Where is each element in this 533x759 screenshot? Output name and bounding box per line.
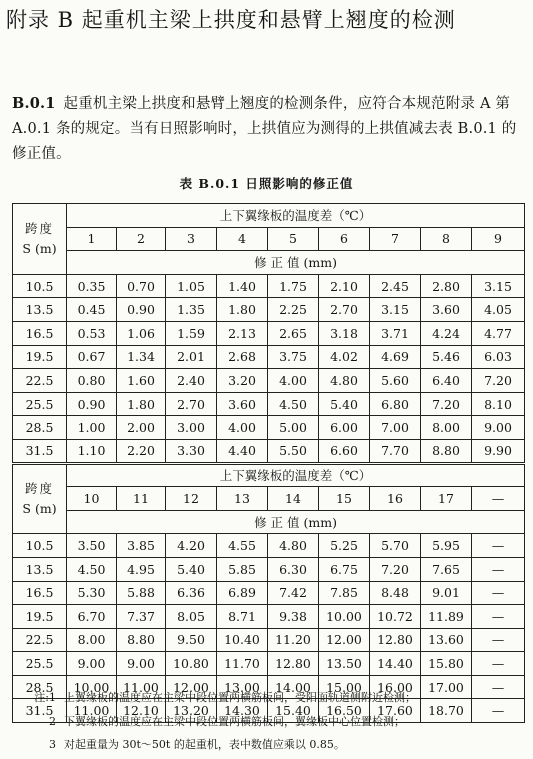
table-row <box>13 345 525 369</box>
correction-value-cell: 16.50 <box>319 699 370 723</box>
temperature-column-header: 7 <box>370 227 421 251</box>
correction-value-cell: 7.37 <box>117 605 166 629</box>
temperature-column-header: 12 <box>166 487 217 511</box>
span-cell: 19.5 <box>13 605 67 629</box>
correction-value-cell: 7.20 <box>370 557 421 581</box>
correction-value-cell: 4.80 <box>319 369 370 393</box>
correction-value-cell: 8.05 <box>166 605 217 629</box>
correction-value-cell: 4.24 <box>421 321 472 345</box>
note-item <box>26 733 416 757</box>
span-cell: 16.5 <box>13 321 67 345</box>
correction-value-cell: 3.60 <box>217 392 268 416</box>
correction-value-cell: 2.80 <box>421 274 472 298</box>
correction-value-cell: 5.25 <box>319 534 370 558</box>
span-cell: 10.5 <box>13 274 67 298</box>
temperature-header: 上下翼缘板的温度差（℃） <box>67 204 525 228</box>
note-index: 2 <box>49 714 56 728</box>
correction-value-cell: 2.10 <box>319 274 370 298</box>
span-cell: 25.5 <box>13 652 67 676</box>
table-part-1 <box>13 204 525 464</box>
correction-value-cell: 9.00 <box>117 652 166 676</box>
correction-value-cell: 2.25 <box>268 298 319 322</box>
note-text: 对起重量为 30t～50t 的起重机，表中数值应乘以 0.85。 <box>64 738 345 751</box>
correction-value-cell: 4.69 <box>370 345 421 369</box>
temperature-column-header: 3 <box>166 227 217 251</box>
table-row <box>13 274 525 298</box>
correction-value-cell: 5.30 <box>67 581 117 605</box>
correction-value-cell: 8.00 <box>421 416 472 440</box>
correction-table <box>12 203 525 723</box>
correction-value-cell: 12.10 <box>117 699 166 723</box>
correction-value-cell: 4.77 <box>472 321 525 345</box>
correction-value-cell: 8.71 <box>217 605 268 629</box>
span-cell: 13.5 <box>13 557 67 581</box>
span-header-cell <box>13 463 67 534</box>
correction-value-cell: 10.72 <box>370 605 421 629</box>
span-cell: 16.5 <box>13 581 67 605</box>
correction-value-cell: 6.00 <box>319 416 370 440</box>
correction-value-cell: 1.10 <box>67 439 117 463</box>
correction-value-cell: 8.10 <box>472 392 525 416</box>
correction-value-cell: 5.85 <box>217 557 268 581</box>
correction-value-cell: 4.95 <box>117 557 166 581</box>
correction-value-cell: 1.00 <box>67 416 117 440</box>
table-row <box>13 652 525 676</box>
correction-value-cell: 5.95 <box>421 534 472 558</box>
correction-value-cell: 9.00 <box>472 416 525 440</box>
temperature-column-header: 6 <box>319 227 370 251</box>
table-caption: 表 B.0.1 日照影响的修正值 <box>179 176 354 191</box>
correction-value-cell: 5.40 <box>166 557 217 581</box>
temperature-column-header: 2 <box>117 227 166 251</box>
correction-value-cell: 3.15 <box>472 274 525 298</box>
correction-value-cell: 6.30 <box>268 557 319 581</box>
correction-value-cell: — <box>472 628 525 652</box>
correction-value-cell: 8.48 <box>370 581 421 605</box>
correction-value-cell: 0.45 <box>67 298 117 322</box>
span-cell: 19.5 <box>13 345 67 369</box>
correction-value-cell: 10.40 <box>217 628 268 652</box>
span-cell: 25.5 <box>13 392 67 416</box>
span-cell: 31.5 <box>13 699 67 723</box>
temperature-header: 上下翼缘板的温度差（℃） <box>67 463 525 487</box>
temperature-column-header: 15 <box>319 487 370 511</box>
temperature-column-header: 11 <box>117 487 166 511</box>
correction-value-cell: 7.85 <box>319 581 370 605</box>
temperature-column-header: 13 <box>217 487 268 511</box>
correction-value-cell: 0.67 <box>67 345 117 369</box>
table-row <box>13 628 525 652</box>
span-label: 跨度 <box>24 220 54 236</box>
correction-value-cell: 12.00 <box>319 628 370 652</box>
correction-value-cell: 4.50 <box>268 392 319 416</box>
correction-value-cell: 7.20 <box>421 392 472 416</box>
span-cell: 31.5 <box>13 439 67 463</box>
correction-value-cell: 4.80 <box>268 534 319 558</box>
correction-value-cell: 3.30 <box>166 439 217 463</box>
correction-value-cell: 9.50 <box>166 628 217 652</box>
correction-value-cell: 14.40 <box>370 652 421 676</box>
correction-value-cell: 5.46 <box>421 345 472 369</box>
appendix-title: 附录 B 起重机主梁上拱度和悬臂上翘度的检测 <box>6 8 456 32</box>
correction-value-cell: 5.70 <box>370 534 421 558</box>
correction-value-cell: 10.00 <box>319 605 370 629</box>
correction-value-cell: 8.00 <box>67 628 117 652</box>
span-cell: 28.5 <box>13 416 67 440</box>
temperature-column-header: 8 <box>421 227 472 251</box>
correction-value-cell: 6.40 <box>421 369 472 393</box>
correction-value-cell: 2.00 <box>117 416 166 440</box>
correction-value-cell: — <box>472 581 525 605</box>
correction-value-cell: 1.35 <box>166 298 217 322</box>
notes <box>26 686 416 757</box>
correction-value-cell: 2.70 <box>166 392 217 416</box>
span-unit: S (m) <box>22 500 57 516</box>
correction-value-cell: 6.60 <box>319 439 370 463</box>
correction-value-cell: 12.80 <box>370 628 421 652</box>
correction-value-cell: 3.60 <box>421 298 472 322</box>
table-row <box>13 298 525 322</box>
temperature-column-header: 4 <box>217 227 268 251</box>
correction-value-cell: 11.70 <box>217 652 268 676</box>
correction-value-cell: — <box>472 557 525 581</box>
correction-value-cell: 11.89 <box>421 605 472 629</box>
span-unit: S (m) <box>22 240 57 256</box>
correction-value-cell: 2.68 <box>217 345 268 369</box>
correction-value-cell: 18.70 <box>421 699 472 723</box>
correction-value-cell: 5.88 <box>117 581 166 605</box>
span-header-cell <box>13 204 67 275</box>
correction-value-cell: 11.20 <box>268 628 319 652</box>
correction-value-cell: 11.00 <box>67 699 117 723</box>
correction-value-cell: 4.55 <box>217 534 268 558</box>
correction-value-cell: 2.65 <box>268 321 319 345</box>
correction-value-cell: 2.13 <box>217 321 268 345</box>
correction-value-cell: 10.80 <box>166 652 217 676</box>
correction-value-cell: 1.59 <box>166 321 217 345</box>
correction-value-cell: 1.34 <box>117 345 166 369</box>
correction-value-cell: 1.60 <box>117 369 166 393</box>
correction-value-cell: 5.40 <box>319 392 370 416</box>
correction-value-cell: 4.00 <box>217 416 268 440</box>
correction-value-cell: 7.00 <box>370 416 421 440</box>
correction-value-cell: 0.70 <box>117 274 166 298</box>
correction-value-cell: 6.36 <box>166 581 217 605</box>
correction-value-cell: 2.40 <box>166 369 217 393</box>
correction-value-cell: 5.50 <box>268 439 319 463</box>
correction-value-cell: 9.00 <box>67 652 117 676</box>
correction-value-cell: — <box>472 675 525 699</box>
unit-header: 修 正 值 (mm) <box>67 510 525 534</box>
correction-value-cell: 6.89 <box>217 581 268 605</box>
correction-value-cell: 5.00 <box>268 416 319 440</box>
temperature-column-header: 14 <box>268 487 319 511</box>
correction-value-cell: 1.80 <box>117 392 166 416</box>
temperature-column-header: 10 <box>67 487 117 511</box>
correction-value-cell: 1.80 <box>217 298 268 322</box>
correction-value-cell: 7.65 <box>421 557 472 581</box>
table-row <box>13 392 525 416</box>
correction-value-cell: — <box>472 605 525 629</box>
correction-value-cell: 9.90 <box>472 439 525 463</box>
correction-value-cell: — <box>472 699 525 723</box>
correction-value-cell: 1.40 <box>217 274 268 298</box>
correction-value-cell: 11.00 <box>117 675 166 699</box>
correction-value-cell: 12.80 <box>268 652 319 676</box>
correction-value-cell: 4.00 <box>268 369 319 393</box>
correction-value-cell: 1.06 <box>117 321 166 345</box>
correction-value-cell: 15.00 <box>319 675 370 699</box>
correction-value-cell: 17.00 <box>421 675 472 699</box>
correction-value-cell: 6.80 <box>370 392 421 416</box>
correction-value-cell: — <box>472 652 525 676</box>
correction-value-cell: 4.50 <box>67 557 117 581</box>
correction-value-cell: 4.40 <box>217 439 268 463</box>
correction-value-cell: 15.40 <box>268 699 319 723</box>
temperature-column-header: 9 <box>472 227 525 251</box>
correction-value-cell: 3.71 <box>370 321 421 345</box>
temperature-column-header: 1 <box>67 227 117 251</box>
temperature-column-header: 5 <box>268 227 319 251</box>
correction-value-cell: 2.70 <box>319 298 370 322</box>
temperature-column-header: — <box>472 487 525 511</box>
section-paragraph <box>12 91 524 167</box>
unit-header: 修 正 值 (mm) <box>67 251 525 275</box>
span-label: 跨度 <box>24 480 54 496</box>
table-row <box>13 534 525 558</box>
table-row <box>13 369 525 393</box>
span-cell: 10.5 <box>13 534 67 558</box>
correction-value-cell: 8.80 <box>117 628 166 652</box>
correction-value-cell: 13.60 <box>421 628 472 652</box>
table-part-2 <box>13 463 525 723</box>
span-cell: 28.5 <box>13 675 67 699</box>
note-text: 下翼缘板的温度应在主梁中段位置两横筋板间，翼缘板中心位置检测； <box>64 714 405 728</box>
correction-value-cell: 13.50 <box>319 652 370 676</box>
correction-value-cell: 3.85 <box>117 534 166 558</box>
correction-value-cell: 0.53 <box>67 321 117 345</box>
correction-value-cell: 16.00 <box>370 675 421 699</box>
temperature-column-header: 17 <box>421 487 472 511</box>
note-index: 注:1 <box>34 691 56 704</box>
correction-value-cell: 1.05 <box>166 274 217 298</box>
table-row <box>13 439 525 463</box>
correction-value-cell: 4.02 <box>319 345 370 369</box>
correction-value-cell: 6.70 <box>67 605 117 629</box>
correction-value-cell: 2.01 <box>166 345 217 369</box>
correction-value-cell: 7.70 <box>370 439 421 463</box>
correction-value-cell: 3.75 <box>268 345 319 369</box>
correction-value-cell: 7.42 <box>268 581 319 605</box>
correction-value-cell: 3.15 <box>370 298 421 322</box>
correction-value-cell: 0.90 <box>67 392 117 416</box>
correction-value-cell: 9.01 <box>421 581 472 605</box>
correction-value-cell: 13.00 <box>217 675 268 699</box>
note-item <box>26 710 416 734</box>
correction-value-cell: 4.05 <box>472 298 525 322</box>
span-cell: 22.5 <box>13 628 67 652</box>
span-cell: 22.5 <box>13 369 67 393</box>
span-cell: 13.5 <box>13 298 67 322</box>
temperature-column-header: 16 <box>370 487 421 511</box>
correction-value-cell: 3.00 <box>166 416 217 440</box>
table-row <box>13 557 525 581</box>
correction-value-cell: 14.30 <box>217 699 268 723</box>
correction-value-cell: 3.50 <box>67 534 117 558</box>
correction-value-cell: 4.20 <box>166 534 217 558</box>
section-text: 起重机主梁上拱度和悬臂上翘度的检测条件，应符合本规范附录 A 第 A.0.1 条的规定。当有日照影响时，上拱值应为测得的上拱值减去表 B.0.1 的修正值。 <box>12 96 517 162</box>
correction-value-cell: 15.80 <box>421 652 472 676</box>
correction-value-cell: 13.20 <box>166 699 217 723</box>
table-row <box>13 605 525 629</box>
correction-value-cell: 0.80 <box>67 369 117 393</box>
correction-value-cell: 12.00 <box>166 675 217 699</box>
correction-value-cell: 2.45 <box>370 274 421 298</box>
correction-value-cell: 3.18 <box>319 321 370 345</box>
correction-value-cell: 1.75 <box>268 274 319 298</box>
correction-value-cell: 14.00 <box>268 675 319 699</box>
note-text: 上翼缘板的温度应在主梁中段位置两横筋板间，受阳面轨道侧附近检测； <box>64 691 416 704</box>
correction-value-cell: 8.80 <box>421 439 472 463</box>
correction-value-cell: 3.20 <box>217 369 268 393</box>
note-index: 3 <box>49 738 56 751</box>
note-item <box>26 686 416 710</box>
correction-value-cell: 9.38 <box>268 605 319 629</box>
correction-value-cell: 5.60 <box>370 369 421 393</box>
correction-value-cell: 0.90 <box>117 298 166 322</box>
table-row <box>13 581 525 605</box>
correction-value-cell: 6.75 <box>319 557 370 581</box>
correction-value-cell: 6.03 <box>472 345 525 369</box>
correction-value-cell: 7.20 <box>472 369 525 393</box>
correction-value-cell: 2.20 <box>117 439 166 463</box>
section-number: B.0.1 <box>12 95 56 112</box>
correction-value-cell: 0.35 <box>67 274 117 298</box>
table-row <box>13 416 525 440</box>
correction-value-cell: 17.60 <box>370 699 421 723</box>
correction-value-cell: — <box>472 534 525 558</box>
table-row <box>13 321 525 345</box>
correction-value-cell: 10.00 <box>67 675 117 699</box>
